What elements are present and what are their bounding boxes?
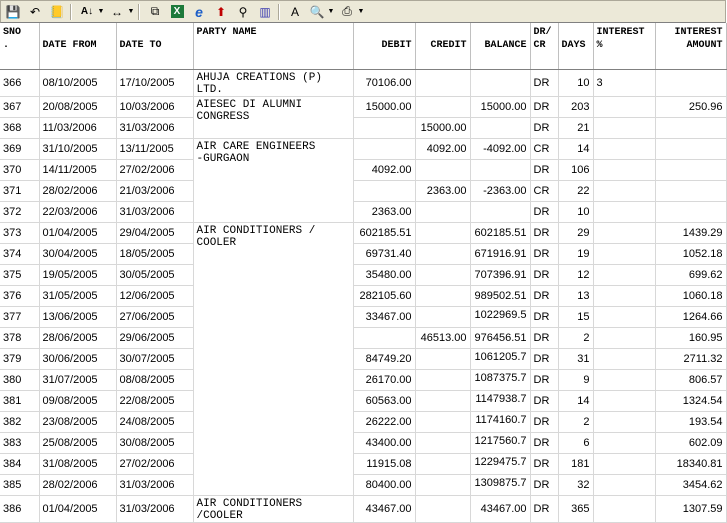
cell-balance[interactable]: 1309875.7	[470, 474, 530, 495]
note-icon: 📒	[49, 4, 65, 19]
cell-balance[interactable]: 602185.51	[470, 222, 530, 243]
cell-debit[interactable]: 2363.00	[353, 201, 415, 222]
table-row[interactable]	[0, 222, 726, 243]
cell-debit[interactable]: 84749.20	[353, 348, 415, 369]
cell-credit[interactable]	[415, 390, 470, 411]
cell-drcr[interactable]: DR	[530, 453, 558, 474]
cell-party[interactable]: AHUJA CREATIONS (P) LTD.	[193, 69, 353, 96]
cell-debit[interactable]: 26170.00	[353, 369, 415, 390]
save-button[interactable]	[3, 3, 23, 21]
interest-grid[interactable]	[0, 23, 726, 522]
cell-interest[interactable]	[593, 327, 655, 348]
cell-to[interactable]: 21/03/2006	[116, 180, 193, 201]
cell-drcr[interactable]: DR	[530, 474, 558, 495]
table-row[interactable]	[0, 411, 726, 432]
cell-amount[interactable]	[655, 201, 726, 222]
table-row[interactable]	[0, 96, 726, 117]
cell-credit[interactable]	[415, 264, 470, 285]
cell-sno[interactable]: 377	[0, 306, 39, 327]
cell-from[interactable]: 11/03/2006	[39, 117, 116, 138]
table-row[interactable]	[0, 390, 726, 411]
cell-interest[interactable]	[593, 201, 655, 222]
cell-amount[interactable]	[655, 117, 726, 138]
cell-amount[interactable]	[655, 180, 726, 201]
table-row[interactable]	[0, 453, 726, 474]
cell-debit[interactable]	[353, 180, 415, 201]
cell-amount[interactable]: 18340.81	[655, 453, 726, 474]
cell-from[interactable]: 13/06/2005	[39, 306, 116, 327]
cell-debit[interactable]: 26222.00	[353, 411, 415, 432]
cell-debit[interactable]: 43400.00	[353, 432, 415, 453]
chevron-down-icon[interactable]: ▼	[327, 8, 335, 15]
cell-to[interactable]: 30/08/2005	[116, 432, 193, 453]
cell-from[interactable]: 01/04/2005	[39, 495, 116, 522]
cell-debit[interactable]: 70106.00	[353, 69, 415, 96]
cell-days[interactable]: 10	[558, 69, 593, 96]
cell-interest[interactable]	[593, 495, 655, 522]
cell-to[interactable]: 08/08/2005	[116, 369, 193, 390]
cell-balance[interactable]: -2363.00	[470, 180, 530, 201]
cell-balance[interactable]: -4092.00	[470, 138, 530, 159]
cell-credit[interactable]	[415, 306, 470, 327]
cell-from[interactable]: 14/11/2005	[39, 159, 116, 180]
cell-days[interactable]: 14	[558, 390, 593, 411]
cell-days[interactable]: 21	[558, 117, 593, 138]
cell-from[interactable]: 31/05/2005	[39, 285, 116, 306]
cell-days[interactable]: 29	[558, 222, 593, 243]
cell-debit[interactable]: 33467.00	[353, 306, 415, 327]
cell-party[interactable]: AIR CONDITIONERS / COOLER	[193, 222, 353, 495]
toolbar-separator	[70, 4, 72, 20]
chart-icon: ▥	[259, 4, 271, 19]
table-row[interactable]	[0, 327, 726, 348]
cell-sno[interactable]: 375	[0, 264, 39, 285]
cell-interest[interactable]	[593, 180, 655, 201]
cell-debit[interactable]: 69731.40	[353, 243, 415, 264]
cell-credit[interactable]: 46513.00	[415, 327, 470, 348]
cell-days[interactable]: 15	[558, 306, 593, 327]
cell-amount[interactable]: 1324.54	[655, 390, 726, 411]
cell-sno[interactable]: 383	[0, 432, 39, 453]
cell-balance[interactable]	[470, 69, 530, 96]
cell-days[interactable]: 22	[558, 180, 593, 201]
table-row[interactable]	[0, 180, 726, 201]
cell-sno[interactable]: 374	[0, 243, 39, 264]
sort-az-icon: A↓	[80, 6, 94, 17]
cell-credit[interactable]	[415, 495, 470, 522]
cell-amount[interactable]	[655, 138, 726, 159]
cell-to[interactable]: 30/07/2005	[116, 348, 193, 369]
cell-party[interactable]: AIR CONDITIONERS /COOLER	[193, 495, 353, 522]
table-row[interactable]	[0, 201, 726, 222]
cell-drcr[interactable]: DR	[530, 117, 558, 138]
cell-to[interactable]: 30/05/2005	[116, 264, 193, 285]
cell-interest[interactable]	[593, 138, 655, 159]
cell-debit[interactable]: 4092.00	[353, 159, 415, 180]
cell-days[interactable]: 32	[558, 474, 593, 495]
excel-button[interactable]	[167, 3, 187, 21]
cell-amount[interactable]: 699.62	[655, 264, 726, 285]
cell-sno[interactable]: 366	[0, 69, 39, 96]
cell-drcr[interactable]: DR	[530, 369, 558, 390]
cell-days[interactable]: 365	[558, 495, 593, 522]
cell-credit[interactable]	[415, 69, 470, 96]
cell-interest[interactable]	[593, 117, 655, 138]
cell-sno[interactable]: 385	[0, 474, 39, 495]
column-header-balance[interactable]: BALANCE	[470, 23, 530, 69]
cell-balance[interactable]: 976456.51	[470, 327, 530, 348]
table-row[interactable]	[0, 432, 726, 453]
note-button[interactable]	[47, 3, 67, 21]
cell-credit[interactable]	[415, 201, 470, 222]
table-row[interactable]	[0, 117, 726, 138]
cell-from[interactable]: 25/08/2005	[39, 432, 116, 453]
cell-interest[interactable]	[593, 348, 655, 369]
cell-credit[interactable]	[415, 432, 470, 453]
cell-debit[interactable]: 35480.00	[353, 264, 415, 285]
cell-from[interactable]: 09/08/2005	[39, 390, 116, 411]
up-arrow-icon: ⬆	[215, 4, 227, 19]
cell-drcr[interactable]: DR	[530, 243, 558, 264]
ie-button[interactable]	[189, 3, 209, 21]
cell-from[interactable]: 30/04/2005	[39, 243, 116, 264]
cell-from[interactable]: 08/10/2005	[39, 69, 116, 96]
cell-interest[interactable]	[593, 264, 655, 285]
cell-credit[interactable]	[415, 222, 470, 243]
undo-icon: ↶	[29, 4, 41, 19]
cell-debit[interactable]: 11915.08	[353, 453, 415, 474]
cell-balance[interactable]: 43467.00	[470, 495, 530, 522]
cell-drcr[interactable]: CR	[530, 180, 558, 201]
cell-to[interactable]: 27/02/2006	[116, 453, 193, 474]
cell-to[interactable]: 18/05/2005	[116, 243, 193, 264]
cell-days[interactable]: 14	[558, 138, 593, 159]
cell-sno[interactable]: 372	[0, 201, 39, 222]
cell-from[interactable]: 23/08/2005	[39, 411, 116, 432]
cell-drcr[interactable]: DR	[530, 495, 558, 522]
cell-debit[interactable]	[353, 327, 415, 348]
cell-credit[interactable]	[415, 96, 470, 117]
column-header-amount[interactable]: INTEREST AMOUNT	[655, 23, 726, 69]
cell-to[interactable]: 31/03/2006	[116, 117, 193, 138]
cell-sno[interactable]: 386	[0, 495, 39, 522]
cell-balance[interactable]: 671916.91	[470, 243, 530, 264]
cell-balance[interactable]: 989502.51	[470, 285, 530, 306]
cell-amount[interactable]: 602.09	[655, 432, 726, 453]
chart-button[interactable]	[255, 3, 275, 21]
font-button[interactable]	[285, 3, 305, 21]
cell-amount[interactable]: 2711.32	[655, 348, 726, 369]
cell-debit[interactable]: 602185.51	[353, 222, 415, 243]
cell-amount[interactable]	[655, 69, 726, 96]
cell-party[interactable]: AIESEC DI ALUMNI CONGRESS	[193, 96, 353, 138]
cell-to[interactable]: 12/06/2005	[116, 285, 193, 306]
cell-drcr[interactable]: DR	[530, 201, 558, 222]
cell-drcr[interactable]: DR	[530, 327, 558, 348]
cell-credit[interactable]: 4092.00	[415, 138, 470, 159]
cell-days[interactable]: 106	[558, 159, 593, 180]
cell-from[interactable]: 22/03/2006	[39, 201, 116, 222]
cell-sno[interactable]: 373	[0, 222, 39, 243]
cell-amount[interactable]: 806.57	[655, 369, 726, 390]
cell-from[interactable]: 30/06/2005	[39, 348, 116, 369]
cell-from[interactable]: 28/02/2006	[39, 474, 116, 495]
cell-to[interactable]: 31/03/2006	[116, 495, 193, 522]
cell-from[interactable]: 31/07/2005	[39, 369, 116, 390]
cell-credit[interactable]: 2363.00	[415, 180, 470, 201]
column-header-from[interactable]: DATE FROM	[39, 23, 116, 69]
cell-sno[interactable]: 382	[0, 411, 39, 432]
column-header-party[interactable]: PARTY NAME	[193, 23, 353, 69]
cell-balance[interactable]: 1174160.7	[470, 411, 530, 432]
print-icon: ⎙	[342, 4, 352, 18]
cell-party[interactable]: AIR CARE ENGINEERS -GURGAON	[193, 138, 353, 222]
cell-debit[interactable]	[353, 138, 415, 159]
cell-interest[interactable]	[593, 243, 655, 264]
table-row[interactable]	[0, 138, 726, 159]
find-button[interactable]	[233, 3, 253, 21]
table-row[interactable]	[0, 243, 726, 264]
cell-days[interactable]: 2	[558, 327, 593, 348]
cell-days[interactable]: 2	[558, 411, 593, 432]
toolbar-separator	[278, 4, 280, 20]
cell-balance[interactable]	[470, 159, 530, 180]
cell-amount[interactable]: 1060.18	[655, 285, 726, 306]
cell-drcr[interactable]: DR	[530, 69, 558, 96]
table-row[interactable]	[0, 306, 726, 327]
table-row[interactable]	[0, 264, 726, 285]
cell-to[interactable]: 29/04/2005	[116, 222, 193, 243]
cell-credit[interactable]	[415, 243, 470, 264]
cell-debit[interactable]: 282105.60	[353, 285, 415, 306]
preview-button[interactable]	[307, 3, 327, 21]
cell-interest[interactable]	[593, 285, 655, 306]
cell-to[interactable]: 22/08/2005	[116, 390, 193, 411]
cell-amount[interactable]	[655, 159, 726, 180]
cell-sno[interactable]: 370	[0, 159, 39, 180]
chevron-down-icon[interactable]: ▼	[97, 8, 105, 15]
table-row[interactable]	[0, 348, 726, 369]
cell-sno[interactable]: 371	[0, 180, 39, 201]
cell-days[interactable]: 181	[558, 453, 593, 474]
cell-amount[interactable]: 1052.18	[655, 243, 726, 264]
table-row[interactable]	[0, 495, 726, 522]
cell-interest[interactable]	[593, 222, 655, 243]
column-width-icon: ↔	[111, 4, 123, 19]
cell-drcr[interactable]: DR	[530, 390, 558, 411]
column-header-debit[interactable]: DEBIT	[353, 23, 415, 69]
print-button[interactable]	[337, 3, 357, 21]
cell-from[interactable]: 28/02/2006	[39, 180, 116, 201]
cell-to[interactable]: 29/06/2005	[116, 327, 193, 348]
cell-credit[interactable]	[415, 453, 470, 474]
cell-sno[interactable]: 369	[0, 138, 39, 159]
font-icon: A	[290, 4, 299, 19]
cell-interest[interactable]	[593, 306, 655, 327]
cell-from[interactable]: 01/04/2005	[39, 222, 116, 243]
cell-sno[interactable]: 379	[0, 348, 39, 369]
cell-amount[interactable]: 1439.29	[655, 222, 726, 243]
cell-debit[interactable]: 15000.00	[353, 96, 415, 117]
save-icon: 💾	[5, 4, 21, 19]
excel-icon: X	[171, 5, 184, 18]
cell-balance[interactable]: 1217560.7	[470, 432, 530, 453]
cell-sno[interactable]: 367	[0, 96, 39, 117]
cell-debit[interactable]: 80400.00	[353, 474, 415, 495]
cell-to[interactable]: 10/03/2006	[116, 96, 193, 117]
cell-credit[interactable]	[415, 348, 470, 369]
cell-days[interactable]: 31	[558, 348, 593, 369]
cell-sno[interactable]: 376	[0, 285, 39, 306]
cell-balance[interactable]	[470, 117, 530, 138]
cell-drcr[interactable]: CR	[530, 138, 558, 159]
cell-balance[interactable]: 1087375.7	[470, 369, 530, 390]
cell-to[interactable]: 17/10/2005	[116, 69, 193, 96]
cell-interest[interactable]	[593, 474, 655, 495]
cell-amount[interactable]: 193.54	[655, 411, 726, 432]
cell-interest[interactable]	[593, 159, 655, 180]
cell-debit[interactable]: 60563.00	[353, 390, 415, 411]
cell-interest[interactable]	[593, 390, 655, 411]
undo-button[interactable]	[25, 3, 45, 21]
interest-table	[0, 23, 727, 523]
cell-credit[interactable]: 15000.00	[415, 117, 470, 138]
cell-drcr[interactable]: DR	[530, 264, 558, 285]
cell-days[interactable]: 203	[558, 96, 593, 117]
cell-debit[interactable]: 43467.00	[353, 495, 415, 522]
cell-credit[interactable]	[415, 411, 470, 432]
cell-days[interactable]: 19	[558, 243, 593, 264]
cell-interest[interactable]	[593, 453, 655, 474]
cell-sno[interactable]: 380	[0, 369, 39, 390]
cell-credit[interactable]	[415, 474, 470, 495]
cell-balance[interactable]: 15000.00	[470, 96, 530, 117]
cell-to[interactable]: 31/03/2006	[116, 474, 193, 495]
copy-button[interactable]	[145, 3, 165, 21]
table-row[interactable]	[0, 474, 726, 495]
cell-days[interactable]: 12	[558, 264, 593, 285]
cell-interest[interactable]	[593, 369, 655, 390]
cell-to[interactable]: 13/11/2005	[116, 138, 193, 159]
cell-balance[interactable]: 1022969.5	[470, 306, 530, 327]
cell-credit[interactable]	[415, 369, 470, 390]
table-row[interactable]	[0, 285, 726, 306]
table-row[interactable]	[0, 159, 726, 180]
cell-sno[interactable]: 368	[0, 117, 39, 138]
cell-drcr[interactable]: DR	[530, 348, 558, 369]
ie-icon: e	[195, 3, 203, 20]
table-row[interactable]	[0, 369, 726, 390]
cell-sno[interactable]: 378	[0, 327, 39, 348]
cell-from[interactable]: 20/08/2005	[39, 96, 116, 117]
cell-drcr[interactable]: DR	[530, 285, 558, 306]
toolbar	[0, 0, 726, 23]
cell-amount[interactable]: 160.95	[655, 327, 726, 348]
find-icon: ⚲	[238, 4, 248, 19]
cell-amount[interactable]: 3454.62	[655, 474, 726, 495]
chevron-down-icon[interactable]: ▼	[127, 8, 135, 15]
column-header-interest[interactable]: INTEREST %	[593, 23, 655, 69]
cell-from[interactable]: 19/05/2005	[39, 264, 116, 285]
cell-from[interactable]: 31/08/2005	[39, 453, 116, 474]
cell-amount[interactable]: 250.96	[655, 96, 726, 117]
column-header-days[interactable]: DAYS	[558, 23, 593, 69]
cell-drcr[interactable]: DR	[530, 159, 558, 180]
copy-icon: ⧉	[150, 4, 160, 18]
cell-drcr[interactable]: DR	[530, 96, 558, 117]
cell-interest[interactable]	[593, 432, 655, 453]
column-header-to[interactable]: DATE TO	[116, 23, 193, 69]
column-header-sno[interactable]: SNO .	[0, 23, 39, 69]
cell-debit[interactable]	[353, 117, 415, 138]
cell-sno[interactable]: 381	[0, 390, 39, 411]
toolbar-separator	[138, 4, 140, 20]
cell-to[interactable]: 27/02/2006	[116, 159, 193, 180]
cell-drcr[interactable]: DR	[530, 222, 558, 243]
cell-credit[interactable]	[415, 159, 470, 180]
cell-sno[interactable]: 384	[0, 453, 39, 474]
header-row	[0, 23, 726, 69]
cell-from[interactable]: 28/06/2005	[39, 327, 116, 348]
column-width-button[interactable]	[107, 3, 127, 21]
column-header-drcr[interactable]: DR/ CR	[530, 23, 558, 69]
cell-balance[interactable]	[470, 201, 530, 222]
cell-balance[interactable]: 1061205.7	[470, 348, 530, 369]
cell-to[interactable]: 31/03/2006	[116, 201, 193, 222]
cell-credit[interactable]	[415, 285, 470, 306]
cell-days[interactable]: 9	[558, 369, 593, 390]
column-header-credit[interactable]: CREDIT	[415, 23, 470, 69]
cell-to[interactable]: 24/08/2005	[116, 411, 193, 432]
cell-days[interactable]: 13	[558, 285, 593, 306]
up-arrow-button[interactable]	[211, 3, 231, 21]
cell-balance[interactable]: 1147938.7	[470, 390, 530, 411]
cell-amount[interactable]: 1264.66	[655, 306, 726, 327]
cell-drcr[interactable]: DR	[530, 411, 558, 432]
chevron-down-icon[interactable]: ▼	[357, 8, 365, 15]
sort-az-button[interactable]	[77, 3, 97, 21]
cell-days[interactable]: 10	[558, 201, 593, 222]
cell-from[interactable]: 31/10/2005	[39, 138, 116, 159]
cell-days[interactable]: 6	[558, 432, 593, 453]
preview-icon: 🔍	[309, 4, 325, 19]
cell-amount[interactable]: 1307.59	[655, 495, 726, 522]
cell-drcr[interactable]: DR	[530, 306, 558, 327]
cell-balance[interactable]: 1229475.7	[470, 453, 530, 474]
cell-drcr[interactable]: DR	[530, 432, 558, 453]
cell-interest[interactable]: 3	[593, 69, 655, 96]
cell-interest[interactable]	[593, 96, 655, 117]
cell-to[interactable]: 27/06/2005	[116, 306, 193, 327]
cell-balance[interactable]: 707396.91	[470, 264, 530, 285]
table-row[interactable]	[0, 69, 726, 96]
cell-interest[interactable]	[593, 411, 655, 432]
